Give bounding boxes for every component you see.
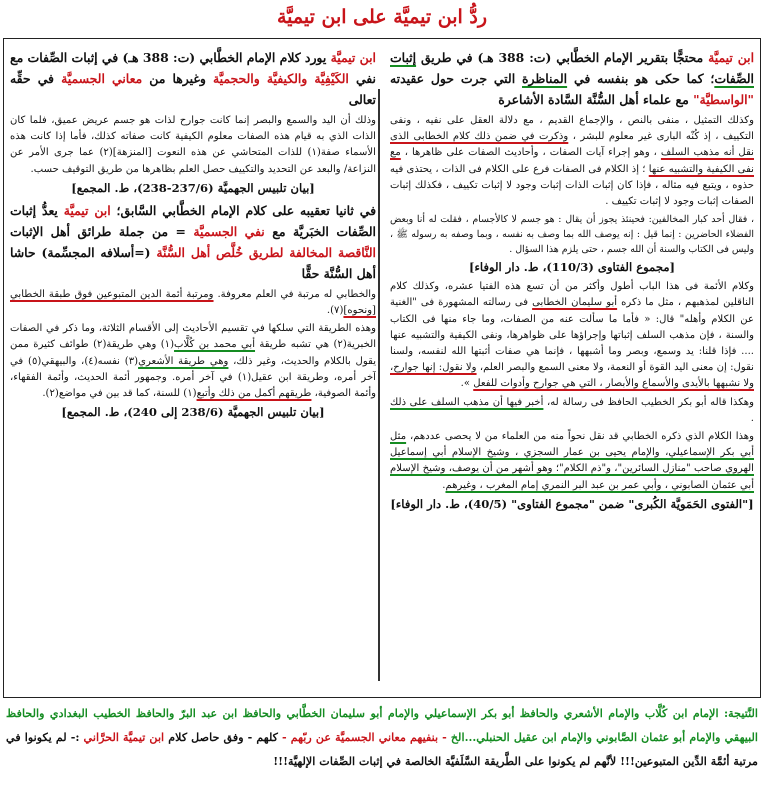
quote-underline: مع نفى الكيفية والتشبيه عنها (390, 147, 754, 175)
heading-name: ابن تيميَّة (708, 50, 754, 65)
quote-text: طوائف كثيرة ممن يقول بالكلام والحديث، وغير ذلك، (10, 339, 376, 367)
heading-text: ؛ كما حكى هو بنفسه في (567, 71, 715, 86)
footnote-mark: (٢) (99, 147, 113, 159)
heading-jism: معاني الجسميَّة (61, 71, 143, 86)
conclusion-negation: - بنفيهم معاني الجسميَّة عن ربّهم - (282, 730, 447, 744)
footnote-mark: (٢) (93, 339, 107, 351)
heading-topic: إثبات الصِّفات (390, 50, 754, 86)
quote-paragraph-5 (390, 429, 754, 494)
quote-text: وذلك أن اليد والسمع والبصر إنما كانت جوارح لذات هو جسم عريض عميق، فلما كان الذات الذي به قيام هذه الصفات معلوم الكيفية كانت صفاته كذلك، فأما إذا كانت هذه الأسماء صفة (10, 115, 376, 159)
footnote-mark: (١) (183, 388, 197, 400)
quote-underline: ولا نقول: إنها جوارح، ولا نشبهها بالأيدى والأسماع والأبصار ، التي هي جوارح وأدوات للفعل (390, 362, 754, 390)
comparison-frame (3, 38, 761, 698)
footnote-mark: (٤) (84, 355, 98, 367)
quote-text: والخطابي له مرتبة في العلم معروفة. (213, 288, 376, 300)
heading-name: ابن تيميَّة (330, 50, 376, 65)
heading-text: يورد كلام الإمام الخطَّابي (ت: 388 هـ) في إثبات الصِّفات مع نفي (10, 50, 376, 86)
quote-text: وكلام الأئمة فى هذا الباب أطول وأكثر من أن تسع هذه الفتيا عشره، وكذلك كلام الناقلين لمذهبهم ، مثل ما ذكره (390, 281, 754, 309)
quote-text: . (750, 412, 754, 424)
column-divider (378, 89, 380, 681)
quote-underline: أبو سليمان الخطابى (532, 297, 618, 309)
heading-debate: المناظرة (522, 71, 568, 86)
page-title: ردُّ ابن تيميَّة على ابن تيميَّة (276, 6, 488, 28)
quote-text: للذات المتحاشي عن هذه النعوت [المنزهة] (112, 147, 308, 159)
quote-text: وكذلك التمثيل ، منفى بالنص ، والإجماع القديم ، مع دلالة العقل على نفيه ، ونفى التكييف ، إذ كُنْه البارى غير معلوم للبشر ، (390, 115, 754, 143)
conclusion-text: :- لم يكونوا في مرتبة أئمَّة الدِّين المتبوعين!!! لأنَّهم لم يكونوا على الطَّريقة السَّلَفيَّة الخالصة في إثبات الصِّفات الإلهيَّة!!! (6, 730, 758, 768)
heading-neg-jism: نفي الجسميَّة (193, 223, 265, 239)
footnote-mark: (٧) (330, 305, 344, 317)
quote-underline: وهي طريقة الأشعري (138, 355, 229, 367)
footnote-mark: (٢) (333, 339, 347, 351)
footnote-mark: (٣) (124, 355, 139, 367)
left-quote-paragraph-3 (10, 321, 376, 402)
heading-text: في حقِّه تعالى (10, 71, 376, 107)
footnote-mark: (١) (307, 147, 321, 159)
quote-paragraph-3 (390, 279, 754, 392)
footnote-mark: (٥) (27, 355, 42, 367)
quote-text: للسنة، كما قد بين في مواضع (58, 388, 184, 400)
conclusion (6, 701, 758, 798)
footnote-mark: (٢) (45, 388, 59, 400)
left-heading (10, 47, 376, 110)
quote-text: وهكذا قاله أبو بكر الخطيب الحافظ فى رسالة له، (543, 396, 754, 408)
heading-kayfiyya: الكَيْفِيَّة والكيفيَّة والحجميَّة (212, 71, 349, 86)
conclusion-names: الإمام ابن كُلَّاب والإمام الأشعري والحافظ أبو بكر الإسماعيلي والإمام أبو سليمان الخطَّابي والحافظ ابن عبد البرّ والحافظ الخطيب البغدادي والحافظ البيهقي والإمام أبو عثمان الصَّابوني والإمام ابن عقيل الحنبلي...الخ (6, 706, 758, 744)
quote-text: ، وهو إجراء آيات الصفات ، وأحاديث الصفات على ظاهرها ، (400, 147, 661, 159)
quote-paragraph-1 (390, 113, 754, 210)
right-heading (390, 47, 754, 110)
quote-text: . (42, 388, 46, 400)
quote-underline: أبي محمد بن كُلَّاب (174, 339, 256, 351)
heading-text: مع علماء أهل السُّنَّة السَّادة الأشاعرة (498, 92, 694, 107)
reference-talbis-237: [بيان تلبيس الجهميَّة (237/6-238)، ط. المجمع] (71, 180, 315, 195)
conclusion-text: كلهم - وفق حاصل كلام (164, 730, 283, 744)
right-column (390, 47, 754, 691)
footnote-mark: (١) (237, 371, 252, 383)
quote-underline: ومرتبة أئمة الدين المتبوعين فوق طبقة الخطابي [ونحوه] (10, 288, 376, 317)
quote-text: في آخر أمره، وطريقة ابن عقيل (10, 355, 376, 383)
quote-text: ، والبيهقي (41, 355, 85, 367)
heading-text: = من جملة طرائق أهل الإثبات (10, 223, 194, 239)
quote-text: عما جرى الأمر عن النزاعة/ والبعد عن التحديد والتكييف حصل العلم بظاهرها من طريق التوقيف حسب. (10, 147, 376, 175)
quote-underline: مثل أبي بكر الإسماعيلي، والإمام يحيى بن عمار السجزي ، وشيخ الإسلام أبي إسماعيل الهروي صاحب "منازل السائرين"، و"ذم الكلام"؛ وهو أشهر من أن يوصف، وشيخ الإسلام أبي عثمان الصابوني ، وأبي عمر بن عبد البر النمري إمام المغرب ، وغيرهم (390, 431, 754, 491)
heading-text: محتجًّا بتقرير الإمام الخطَّابي (ت: 388 هـ) في طريق (416, 50, 709, 65)
conclusion-ibn-taymiyya: ابن تيميَّة الحرَّاني (83, 730, 165, 744)
quote-underline: طريقهم أكمل من ذلك وأتبع (196, 388, 312, 400)
heading-text: وغيرها من (142, 71, 213, 86)
heading-naqisa: النَّاقصة المخالفة لطريق خُلَّص أهل السُّنَّة (156, 244, 376, 260)
left-column (10, 47, 376, 691)
quote-text: ؛ إذ الكلام فى الصفات فرع على الكلام فى الذات ، يحتذى فيه حذوه ، ويتبع فيه مثاله ، فإذا كان إثبات الذات إثبات وجود لا إثبات تكييف ، فكذلك إثبات الصفات إثبات وجود لا إثبات تكييف . (390, 163, 754, 208)
quote-text: وهذه الطريقة التي سلكها في تقسيم الأحاديث إلى الأقسام الثلاثة، وما ذكر في الصفات الخبرية (10, 323, 376, 351)
quote-text: وهي طريقة (106, 339, 161, 351)
conclusion-label: النَّتيجة: (724, 706, 758, 720)
quote-underline: أخبر فيها أن مذهب السلف على ذلك (390, 396, 544, 408)
quote-underline: وذكرت في ضمن ذلك كلام الخطابى الذى نقل أنه مذهب السلف (390, 131, 754, 159)
quote-paragraph-4 (390, 395, 754, 427)
quote-text: . (442, 479, 446, 491)
heading-text: (=أسلافه المجسِّمة) حاشا أهل السُّنَّة حقًّا (10, 244, 376, 281)
quote-paragraph-2: ، فقال أحد كبار المخالفين: فحينئذ يجوز أن يقال : هو جسم لا كالأجسام ، فقلت له أنا وبعض الفضلاء الحاضرين : إنما قيل : إنه يوصف الله بما وصف به نفسه ، وبما وصفه به رسوله ﷺ ، وليس فى الكتاب والسنة أن الله جسم ، حتى يلزم هذا السؤال . (390, 214, 754, 256)
left-quote-paragraph-2 (10, 287, 376, 319)
quote-text: في آخر أمره. وجمهور أئمة الحديث، وأئمة الفقهاء، وأئمة الصوفية، (10, 371, 376, 400)
reference-talbis-238: [بيان تلبيس الجهميَّة (238/6 إلى 240)، ط. المجمع] (61, 405, 325, 420)
reference-hamawiyya: ["الفتوى الحَمَويَّة الكُبرى" ضمن "مجموع الفتاوى" (40/5)، ط. دار الوفاء] (390, 496, 754, 511)
reference-fatawa-3: [مجموع الفتاوى (110/3)، ط. دار الوفاء] (468, 260, 676, 275)
heading-wasitiyya: "الواسطيَّة" (693, 92, 754, 107)
heading-text: في ثانيا تعقيبه على كلام الإمام الخطَّابي السَّابق؛ (110, 202, 376, 218)
footnote-mark: (١) (160, 339, 175, 351)
quote-text: فى رسالته المشهورة فى "الغنية عن الكلام وأهله" قال: « فأما ما سألت عنه من الصفات، وما جاء منها فى الكتاب والسنة ، فإن مذهب السلف إثباتها وإجراؤها على ظواهرها، ونفى الكيفية والتشبيه عنها .... فإذا قلنا: يد وسمع، وبصر وما أشبهها ، فإنما هي صفات أثبتها الله لنفسه، ولسنا نقول: إن معنى اليد القوة أو النعمة، ولا معنى السمع والبصر العلم، (390, 297, 754, 374)
quote-text: . (326, 305, 331, 317)
heading-text: يعدُّ إثبات الصِّفات الخبَريَّة مع (10, 202, 376, 239)
left-heading-2 (10, 200, 376, 284)
heading-text: التي جرت حول عقيدته (390, 71, 523, 86)
quote-text: وهذا الكلام الذي ذكره الخطابي قد نقل نحواً منه من العلماء من لا يحصى عددهم، (406, 431, 754, 443)
quote-text: نفسه (97, 355, 125, 367)
heading-name: ابن تيميَّة (63, 202, 111, 218)
left-quote-paragraph-1 (10, 113, 376, 178)
quote-text: ». (460, 378, 474, 390)
quote-text: هي تشبه طريقة (255, 339, 334, 351)
